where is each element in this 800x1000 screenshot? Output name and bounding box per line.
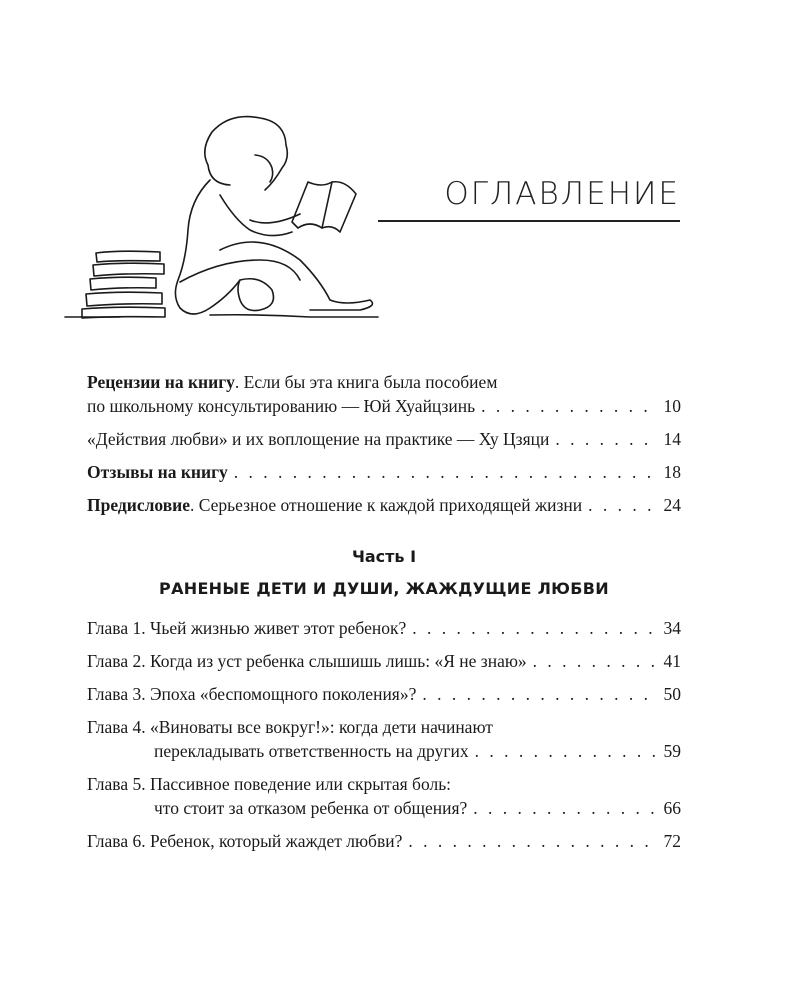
heading-underline xyxy=(378,220,680,222)
toc-entry-line xyxy=(87,460,681,484)
front-matter-list xyxy=(87,370,681,418)
toc-entry-chapter-5[interactable] xyxy=(87,772,681,820)
dot-leader xyxy=(588,493,655,517)
dot-leader xyxy=(412,616,655,640)
part-label: Часть I xyxy=(351,547,417,566)
part-title: РАНЕНЫЕ ДЕТИ И ДУШИ, ЖАЖДУЩИЕ ЛЮБВИ xyxy=(159,579,609,598)
dot-leader xyxy=(473,796,655,820)
page-number: 50 xyxy=(663,684,681,704)
toc-entry-line xyxy=(87,427,681,451)
toc-entry-line xyxy=(87,493,681,517)
entry-text: «Действия любви» и их воплощение на практике — Ху Цзяци xyxy=(87,429,550,449)
entry-text: Глава 2. Когда из уст ребенка слышишь лишь: «Я не знаю» xyxy=(87,651,527,671)
toc-entry-line xyxy=(87,739,681,763)
entry-text: что стоит за отказом ребенка от общения? xyxy=(154,798,468,818)
entry-text: перекладывать ответственность на других xyxy=(154,741,469,761)
entry-text: . Серьезное отношение к каждой приходящей жизни xyxy=(190,495,583,515)
entry-bold-title: Отзывы на книгу xyxy=(87,462,228,482)
entry-text: Глава 3. Эпоха «беспомощного поколения»? xyxy=(87,684,417,704)
dot-leader xyxy=(475,739,655,763)
page-number: 18 xyxy=(663,462,681,482)
page-number: 59 xyxy=(663,741,681,761)
toc-entry-line xyxy=(87,796,681,820)
toc-entry-line xyxy=(87,829,681,853)
dot-leader xyxy=(555,427,655,451)
toc-entry-line xyxy=(87,370,681,394)
toc-entry-line xyxy=(87,715,681,739)
entry-text: по школьному консультированию — Юй Хуайцзинь xyxy=(87,396,476,416)
page-number: 10 xyxy=(663,396,681,416)
entry-text: Глава 4. «Виноваты все вокруг!»: когда дети начинают xyxy=(87,717,493,737)
toc-entry-reviews[interactable] xyxy=(87,370,681,418)
child-reading-books-line-art-icon xyxy=(60,110,390,325)
entry-text: Глава 6. Ребенок, который жаждет любви? xyxy=(87,831,403,851)
toc-entry-line xyxy=(87,649,681,673)
dot-leader xyxy=(481,394,655,418)
page-title: ОГЛАВЛЕНИЕ xyxy=(444,176,680,212)
toc-entry-line xyxy=(87,616,681,640)
dot-leader xyxy=(234,460,655,484)
toc-entry-chapter-1[interactable] xyxy=(87,616,681,640)
toc-entry-line xyxy=(87,772,681,796)
page-number: 41 xyxy=(663,651,681,671)
page-number: 72 xyxy=(663,831,681,851)
toc-entry-chapter-6[interactable] xyxy=(87,829,681,853)
toc-heading xyxy=(378,168,680,222)
dot-leader xyxy=(533,649,655,673)
toc-entry-feedback[interactable] xyxy=(87,460,681,484)
toc-entry-chapter-3[interactable] xyxy=(87,682,681,706)
toc-entry-chapter-2[interactable] xyxy=(87,649,681,673)
toc-entry-actions-of-love[interactable] xyxy=(87,427,681,451)
page-number: 66 xyxy=(663,798,681,818)
toc-entry-chapter-4[interactable] xyxy=(87,715,681,763)
toc-entry-line xyxy=(87,394,681,418)
dot-leader xyxy=(408,829,655,853)
page-number: 34 xyxy=(663,618,681,638)
part-heading xyxy=(87,546,681,600)
page-number: 24 xyxy=(663,495,681,515)
entry-text: Глава 1. Чьей жизнью живет этот ребенок? xyxy=(87,618,407,638)
entry-text: . Если бы эта книга была пособием xyxy=(234,372,498,392)
toc-entry-preface[interactable] xyxy=(87,493,681,517)
dot-leader xyxy=(422,682,655,706)
entry-bold-title: Рецензии на книгу xyxy=(87,372,235,392)
page-number: 14 xyxy=(663,429,681,449)
entry-text: Глава 5. Пассивное поведение или скрытая боль: xyxy=(87,774,452,794)
entry-bold-title: Предисловие xyxy=(87,495,191,515)
toc-entry-line xyxy=(87,682,681,706)
